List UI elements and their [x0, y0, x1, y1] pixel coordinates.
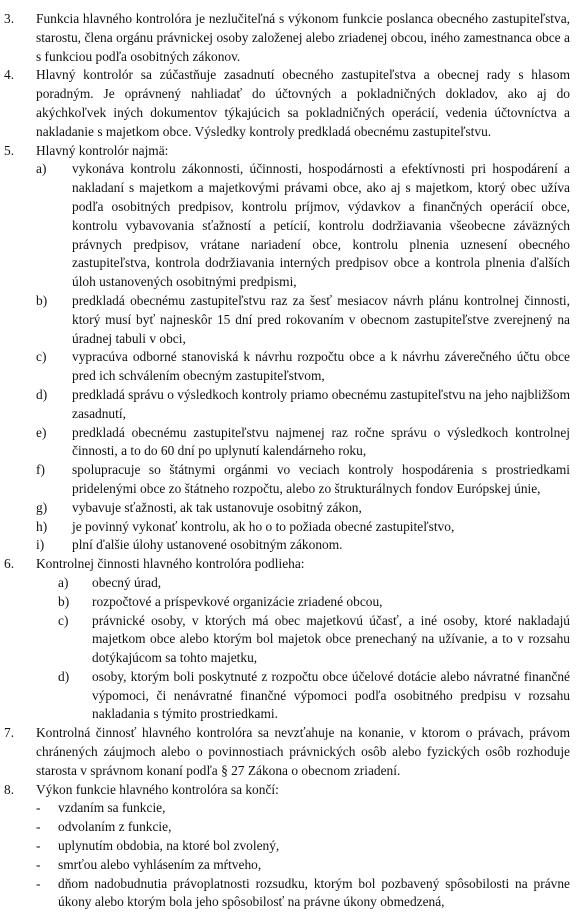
subitem-e — [36, 424, 570, 462]
subitem-label: d) — [58, 668, 70, 684]
dash-text: smrťou alebo vyhlásením za mŕtveho, — [58, 856, 262, 872]
dash-item — [36, 875, 570, 912]
item-text: Funkcia hlavného kontrolóra je nezlučiteľná s výkonom funkcie poslanca obecného zastupiteľstva, starostu, člena orgánu právnickej osoby založenej alebo zriadenej obcou, iného zamestnanca obce a s funkciou podľa osobitných zákonov. — [36, 11, 570, 64]
subitem-c — [36, 612, 570, 668]
subitem-label: i) — [36, 537, 45, 553]
subitem-text: spolupracuje so štátnymi orgánmi vo veciach kontroly hospodárenia s prostriedkami pridelenými obce zo štátneho rozpočtu, alebo zo štrukturálnych fondov Európskej únie, — [72, 462, 570, 496]
subitem-label: g) — [36, 499, 48, 515]
dash-bullet: - — [36, 838, 41, 854]
subitem-h — [36, 518, 570, 537]
subitem-d — [36, 668, 570, 724]
item-text: Kontrolnej činnosti hlavného kontrolóra podlieha: — [36, 556, 305, 572]
subitem-b — [36, 593, 570, 612]
subitem-a — [36, 160, 570, 292]
item-text: Kontrolná činnosť hlavného kontrolóra sa nevzťahuje na konanie, v ktorom o právach, právom chránených záujmoch alebo o povinnostiach právnických osôb alebo fyzických osôb rozhoduje starosta v správnom konaní podľa § 27 Zákona o obecnom zriadení. — [36, 725, 570, 778]
item-number: 5. — [4, 142, 15, 158]
subitem-d — [36, 386, 570, 424]
subitem-text: vykonáva kontrolu zákonnosti, účinnosti, hospodárnosti a efektívnosti pri hospodárení a nakladaní s majetkom a majetkovými právami obce, ako aj s majetkom, ktorý obec užíva podľa osobitných predpisov, kontrolu príjmov, výdavkov a finančných operácií obce, kontrolu vybavovania sťažností a petícií, kontrolu dodržiavania všeobecne záväzných právnych predpisov, vrátane nariadení obce, kontrolu plnenia uznesení obecného zastupiteľstva, kontrola dodržiavania interných predpisov obce a kontrola plnenia ďalších úloh ustanovených osobitnými predpismi, — [72, 161, 570, 290]
dash-item — [36, 837, 570, 856]
item-text: Hlavný kontrolór najmä: — [36, 142, 169, 158]
subitem-label: c) — [58, 612, 69, 628]
subitem-text: právnické osoby, v ktorých má obec majetkovú účasť, a iné osoby, ktoré nakladajú majetkom obce alebo ktorým bol majetok obce prenechaný na užívanie, a to v rozsahu dotýkajúcom sa tohto majetku, — [92, 612, 570, 666]
dash-bullet: - — [36, 819, 41, 835]
subitem-text: osoby, ktorým boli poskytnuté z rozpočtu obce účelové dotácie alebo návratné finančné výpomoci, či nenávratné finančné výpomoci podľa osobitného predpisu v rozsahu nakladania s týmito prostriedkami. — [92, 668, 570, 722]
subitem-label: a) — [36, 161, 47, 177]
subitem-text: obecný úrad, — [92, 574, 162, 590]
section-3 — [0, 10, 586, 66]
subitem-i — [36, 536, 570, 555]
item-number: 8. — [4, 781, 15, 797]
section-5 — [0, 142, 586, 556]
subitem-text: vypracúva odborné stanoviská k návrhu rozpočtu obce a k návrhu záverečného účtu obce pred ich schválením obecným zastupiteľstvom, — [72, 349, 570, 384]
subitem-a — [36, 574, 570, 593]
item-text: Hlavný kontrolór sa zúčastňuje zasadnutí obecného zastupiteľstva a obecnej rady s hlasom poradným. Je oprávnený nahliadať do účtovných a pokladničných dokladov, ako aj do akýchkoľvek iných dokumentov týkajúcich sa pokladničných operácií, vedenia účtovníctva a nakladanie s majetkom obce. Výsledky kontroly predkladá obecnému zastupiteľstvu. — [36, 67, 570, 139]
dash-text: odvolaním z funkcie, — [58, 819, 172, 835]
subitem-text: rozpočtové a príspevkové organizácie zriadené obcou, — [92, 593, 383, 609]
item-text: Výkon funkcie hlavného kontrolóra sa končí: — [36, 781, 279, 797]
item-number: 6. — [4, 556, 15, 572]
subitem-label: d) — [36, 386, 48, 402]
subitem-text: je povinný vykonať kontrolu, ak ho o to požiada obecné zastupiteľstvo, — [72, 518, 455, 534]
subitem-b — [36, 292, 570, 348]
subitem-g — [36, 499, 570, 518]
item-number: 3. — [4, 11, 15, 26]
subitem-f — [36, 461, 570, 499]
item-number: 7. — [4, 725, 15, 741]
item-number: 4. — [4, 67, 15, 83]
subitem-label: f) — [36, 462, 45, 478]
dash-bullet: - — [36, 800, 41, 816]
subitem-label: c) — [36, 349, 47, 365]
subitem-text: predkladá správu o výsledkoch kontroly priamo obecnému zastupiteľstvu na jeho najbližšom zasadnutí, — [72, 386, 570, 421]
subitem-label: e) — [36, 424, 47, 440]
subitem-text: predkladá obecnému zastupiteľstvu raz za šesť mesiacov návrh plánu kontrolnej činnosti, ktorý musí byť najneskôr 15 dní pred rokovaním v obecnom zastupiteľstve zverejnený na úradnej tabuli v obci, — [72, 292, 570, 346]
subitem-c — [36, 348, 570, 386]
section-8 — [0, 781, 586, 912]
dash-item — [36, 799, 570, 818]
section-6 — [0, 555, 586, 724]
subitem-text: plní ďalšie úlohy ustanovené osobitným zákonom. — [72, 537, 343, 553]
dash-bullet: - — [36, 856, 41, 872]
subitem-text: vybavuje sťažnosti, ak tak ustanovuje osobitný zákon, — [72, 499, 362, 515]
subitem-label: b) — [58, 593, 70, 609]
dash-text: dňom nadobudnutia právoplatnosti rozsudku, ktorým bol pozbavený spôsobilosti na právne úkony alebo ktorým bola jeho spôsobilosť na právne úkony obmedzená, — [58, 875, 570, 910]
dash-item — [36, 818, 570, 837]
dash-text: uplynutím obdobia, na ktoré bol zvolený, — [58, 838, 280, 854]
dash-bullet: - — [36, 875, 41, 891]
dash-text: vzdaním sa funkcie, — [58, 800, 166, 816]
section-4 — [0, 66, 586, 141]
subitem-label: h) — [36, 518, 48, 534]
subitem-text: predkladá obecnému zastupiteľstvu najmenej raz ročne správu o výsledkoch kontrolnej činnosti, a to do 60 dní po uplynutí kalendárneho roku, — [72, 424, 570, 459]
subitem-label: a) — [58, 574, 69, 590]
section-7 — [0, 724, 586, 780]
subitem-label: b) — [36, 292, 48, 308]
